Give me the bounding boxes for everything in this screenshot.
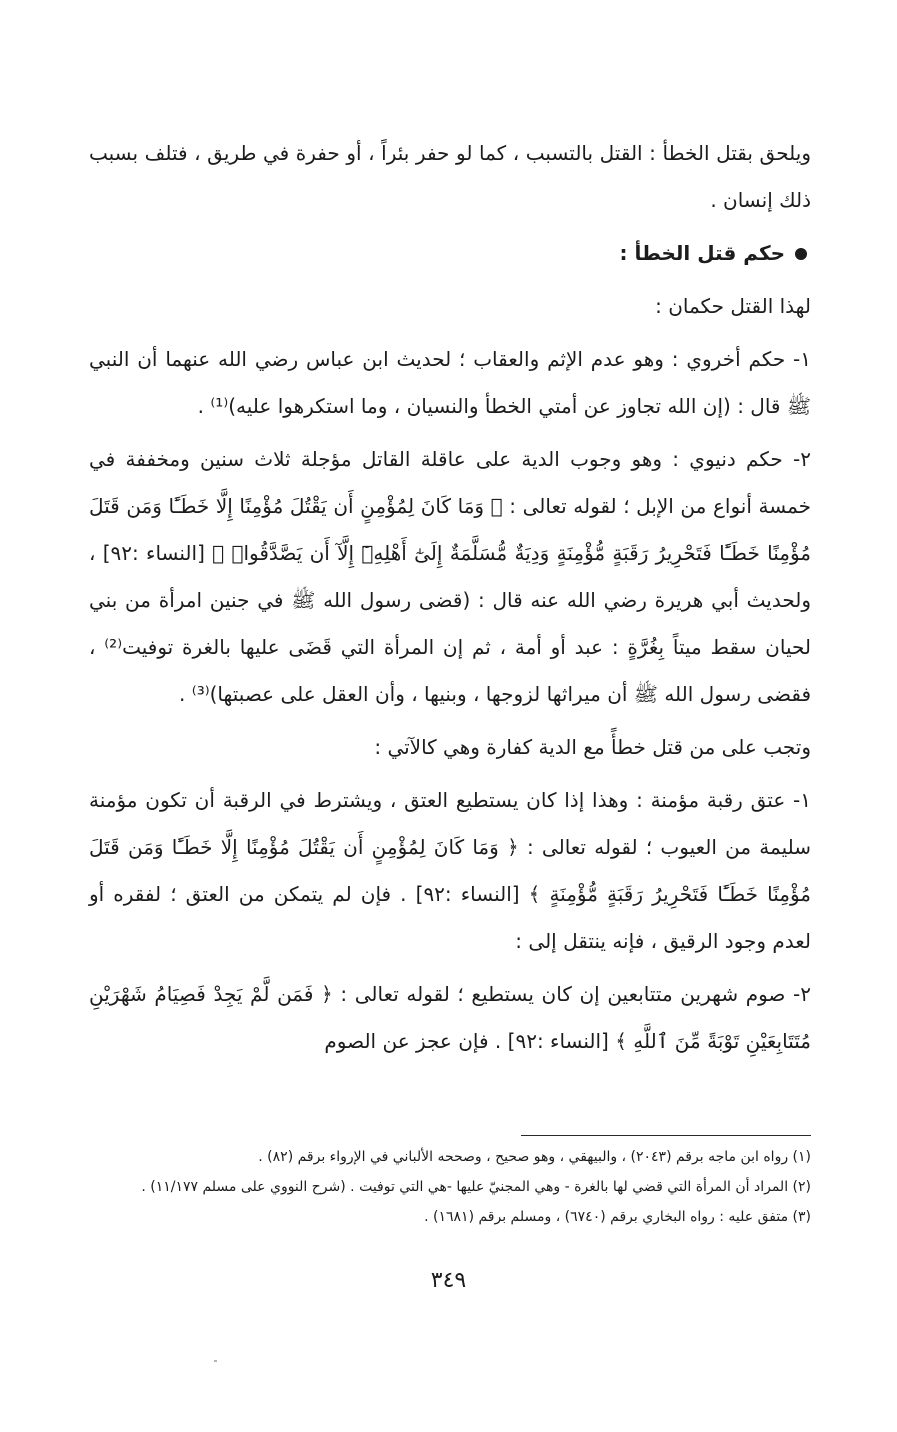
footnote-divider	[521, 1135, 811, 1136]
paragraph-ruling-hereafter: ١- حكم أخروي : وهو عدم الإثم والعقاب ؛ لحديث ابن عباس رضي الله عنهما أن النبي ﷺ قال : (إن الله تجاوز عن أمتي الخطأ والنسيان ، وما استكرهوا عليه)⁽¹⁾ .	[89, 347, 811, 418]
paragraph-ruling-worldly: ٢- حكم دنيوي : وهو وجوب الدية على عاقلة القاتل مؤجلة ثلاث سنين ومخففة في خمسة أنواع من الإبل ؛ لقوله تعالى : ﴿ وَمَا كَانَ لِمُؤْمِنٍ أَن يَقْتُلَ مُؤْمِنًا إِلَّا خَطَـًٔا وَمَن قَتَلَ مُؤْمِنًا خَطَـًٔا فَتَحْرِيرُ رَقَبَةٍ مُّؤْمِنَةٍ وَدِيَةٌ مُّسَلَّمَةٌ إِلَىٰٓ أَهْلِهِۦٓ إِلَّآ أَن يَصَّدَّقُوا۟ ﴾ [النساء :٩٢] ، ولحديث أبي هريرة رضي الله عنه قال : (قضى رسول الله ﷺ في جنين امرأة من بني لحيان سقط ميتاً بِغُرَّةٍ : عبد أو أمة ، ثم إن المرأة التي قَضَى عليها بالغرة توفيت⁽²⁾ ، فقضى رسول الله ﷺ أن ميراثها لزوجها ، وبنيها ، وأن العقل على عصبتها)⁽³⁾ .	[89, 447, 811, 706]
scan-speck	[214, 1360, 217, 1362]
paragraph-expiation-intro: وتجب على من قتل خطأً مع الدية كفارة وهي كالآتي :	[374, 735, 811, 759]
footnote-2: (٢) المراد أن المرأة التي قضي لها بالغرة - وهي المجنيّ عليها -هي التي توفيت . (شرح النووي على مسلم ١١/١٧٧) .	[141, 1179, 811, 1195]
page-number: ٣٤٩	[430, 1268, 467, 1293]
section-heading	[89, 230, 811, 277]
paragraph-expiation-fasting: ٢- صوم شهرين متتابعين إن كان يستطيع ؛ لقوله تعالى : ﴿ فَمَن لَّمْ يَجِدْ فَصِيَامُ شَهْرَيْنِ مُتَتَابِعَيْنِ تَوْبَةً مِّنَ ٱللَّهِ ﴾ [النساء :٩٢] . فإن عجز عن الصوم	[89, 982, 811, 1053]
paragraph-rulings-intro: لهذا القتل حكمان :	[655, 294, 811, 318]
paragraph-intro: ويلحق بقتل الخطأ : القتل بالتسبب ، كما لو حفر بئراً ، أو حفرة في طريق ، فتلف بسبب ذلك إنسان .	[89, 141, 811, 212]
section-heading-text: حكم قتل الخطأ :	[619, 241, 785, 265]
paragraph-expiation-freeing: ١- عتق رقبة مؤمنة : وهذا إذا كان يستطيع العتق ، ويشترط في الرقبة أن تكون مؤمنة سليمة من العيوب ؛ لقوله تعالى : ﴿ وَمَا كَانَ لِمُؤْمِنٍ أَن يَقْتُلَ مُؤْمِنًا إِلَّا خَطَـًٔا وَمَن قَتَلَ مُؤْمِنًا خَطَـًٔا فَتَحْرِيرُ رَقَبَةٍ مُّؤْمِنَةٍ ﴾ [النساء :٩٢] . فإن لم يتمكن من العتق ؛ لفقره أو لعدم وجود الرقيق ، فإنه ينتقل إلى :	[89, 788, 812, 953]
footnotes	[89, 1142, 811, 1232]
footnote-1: (١) رواه ابن ماجه برقم (٢٠٤٣) ، والبيهقي ، وهو صحيح ، وصححه الألباني في الإرواء برقم (٨٢) .	[258, 1149, 811, 1165]
bullet-icon	[795, 248, 807, 260]
main-text	[89, 130, 811, 1071]
footnote-3: (٣) متفق عليه : رواه البخاري برقم (٦٧٤٠) ، ومسلم برقم (١٦٨١) .	[424, 1209, 811, 1225]
